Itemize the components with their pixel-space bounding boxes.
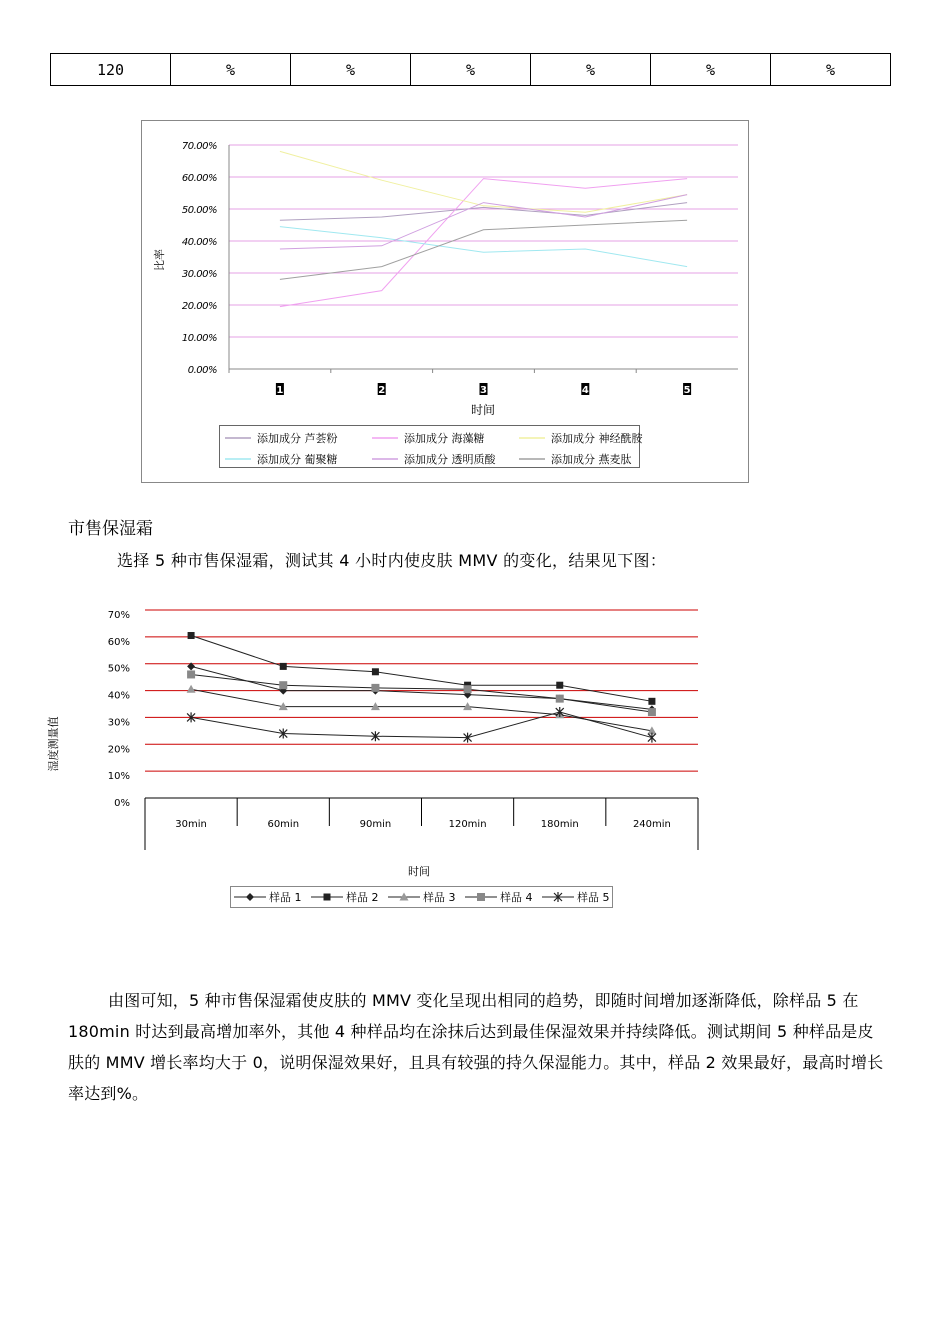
y-tick-label: 20% (107, 744, 130, 756)
x-tick-label: 60min (267, 819, 300, 830)
legend-label: 添加成分 芦荟粉 (257, 432, 338, 445)
legend-label: 添加成分 透明质酸 (404, 453, 496, 466)
y-tick-label: 70.00% (181, 141, 217, 152)
x-tick-label: 5 (683, 385, 691, 396)
x-tick-label: 3 (480, 385, 487, 396)
series-2 (188, 632, 656, 705)
point-marker (556, 695, 564, 703)
intro-text: 选择 5 种市售保湿霜，测试其 4 小时内使皮肤 MMV 的变化，结果见下图： (117, 551, 667, 570)
series-5 (187, 707, 656, 743)
conclusion-paragraph: 由图可知，5 种市售保湿霜使皮肤的 MMV 变化呈现出相同的趋势，即随时间增加逐渐降低，除样品 5 在 180min 时达到最高增加率外，其他 4 种样品均在涂抹后达到最佳保湿效果并持续降低。测试期间 5 种样品是皮肤的 MMV 增长率均大于 0，说明保湿效果好，且具有较强的持久保湿能力。其中，样品 2 效果最好，最高时增长率达到%。 (68, 991, 884, 1103)
table-row (51, 54, 891, 86)
y-tick-label: 20.00% (181, 301, 217, 312)
y-tick-label: 30% (107, 717, 130, 729)
table-cell: % (651, 54, 771, 86)
x-tick-label: 120min (448, 819, 487, 830)
x-tick-label: 1 (276, 385, 284, 396)
table-cell: % (771, 54, 891, 86)
x-tick-label: 180min (540, 819, 579, 830)
section-heading: 市售保湿霜 (68, 519, 153, 539)
point-marker (648, 733, 656, 743)
y-tick-label: 40% (107, 690, 130, 702)
point-marker (280, 663, 287, 670)
point-marker (187, 670, 195, 678)
x-axis-label: 时间 (470, 403, 496, 417)
point-marker (372, 668, 379, 675)
table-cell: % (411, 54, 531, 86)
y-tick-label: 60.00% (181, 173, 217, 184)
point-marker (648, 708, 656, 716)
point-marker (371, 684, 379, 692)
series-4 (187, 670, 656, 716)
point-marker (188, 632, 195, 639)
point-marker (324, 894, 331, 901)
results-table-row (50, 53, 891, 86)
series-line (191, 712, 652, 738)
y-tick-label: 70% (107, 610, 130, 621)
series-line (191, 636, 652, 702)
y-axis-label: 比率 (153, 249, 166, 271)
y-tick-label: 10% (107, 771, 130, 783)
table-cell: % (531, 54, 651, 86)
x-tick-label: 240min (632, 819, 671, 830)
legend-label: 样品 2 (346, 891, 379, 904)
x-axis-label: 时间 (408, 865, 430, 878)
y-tick-label: 40.00% (181, 237, 217, 248)
table-cell: % (171, 54, 291, 86)
series-line (191, 689, 652, 731)
legend-label: 添加成分 海藻糖 (404, 432, 485, 445)
legend-label: 样品 4 (500, 891, 533, 904)
y-tick-label: 50% (107, 663, 130, 675)
y-tick-label: 10.00% (181, 333, 217, 344)
x-tick-label: 4 (581, 385, 589, 396)
humidity-chart (47, 600, 730, 920)
point-marker (187, 685, 196, 693)
y-tick-label: 60% (107, 636, 130, 648)
x-tick-label: 90min (359, 819, 392, 830)
legend-label: 添加成分 葡聚糖 (257, 453, 338, 466)
series-line (191, 666, 652, 709)
legend-label: 样品 1 (269, 891, 302, 904)
x-tick-label: 30min (175, 819, 207, 830)
legend-label: 样品 3 (423, 891, 456, 904)
point-marker (477, 893, 485, 901)
y-tick-label: 50.00% (181, 205, 217, 216)
point-marker (648, 698, 655, 705)
y-tick-label: 30.00% (181, 269, 217, 280)
ingredient-ratio-chart (141, 120, 749, 483)
table-cell: % (291, 54, 411, 86)
y-tick-label: 0% (114, 798, 130, 809)
point-marker (556, 707, 564, 717)
legend-label: 添加成分 燕麦肽 (551, 453, 632, 466)
series-1 (187, 662, 656, 713)
legend-label: 样品 5 (577, 891, 610, 904)
y-axis-label: 湿度测量值 (47, 716, 60, 772)
x-tick-label: 2 (378, 385, 386, 396)
point-marker (556, 682, 563, 689)
table-cell: 120 (51, 54, 171, 86)
legend-label: 添加成分 神经酰胺 (551, 432, 643, 445)
point-marker (464, 685, 472, 693)
y-tick-label: 0.00% (187, 365, 217, 376)
point-marker (279, 681, 287, 689)
